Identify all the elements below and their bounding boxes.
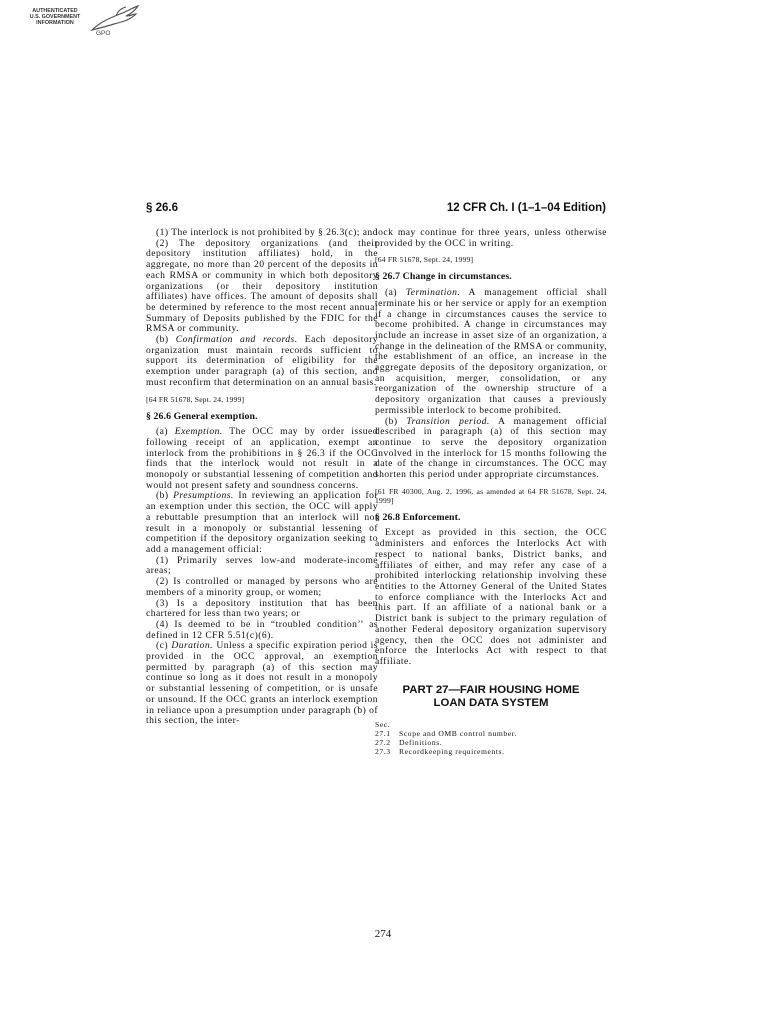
gpo-mark: GPO: [96, 30, 111, 37]
paragraph-text: In reviewing an application for an exemption under this section, the OCC will apply a rebuttable presumption that an interlock will not result in a monopoly or substantial lessening of competition if the depository organization seeking to add a management official:: [146, 490, 379, 555]
paragraph-text: Each depository organization must maintain records sufficient to support its determination of eligibility for the exemption under paragraph (a) of this section, and must reconfirm that determination on an annual basis.: [146, 334, 378, 388]
paragraph-heading: Duration.: [171, 640, 213, 652]
paragraph: (2) The depository organizations (and their depository institution affiliates) hold, in the aggregate, no more than 20 percent of the deposits in each RMSA or community in which both depository organizations (or their depository institution affiliates) have offices. The amount of deposits shall be determined by reference to the most recent annual Summary of Deposits published by the FDIC for the RMSA or community.: [146, 237, 378, 335]
paragraph: Except as provided in this section, the OCC administers and enforces the Interlocks Act with respect to national banks, District banks, and affiliates of either, and may refer any case of a prohibited interlocking relationship involving these entities to the Attorney General of the United States to enforce compliance with the Interlocks Act and this part. If an affiliate of a national bank or a District bank is subject to the primary regulation of another Federal depository organization supervisory agency, then the OCC does not administer and enforce the Interlocks Act with respect to that affiliate.: [375, 527, 607, 667]
logo-line: INFORMATION: [36, 20, 74, 26]
paragraph: lock may continue for three years, unless otherwise provided by the OCC in writing.: [375, 227, 607, 249]
left-column: [146, 228, 378, 727]
toc-title: Recordkeeping requirements.: [399, 747, 505, 757]
running-head-title: 12 CFR Ch. I (1–1–04 Edition): [446, 202, 606, 214]
toc-item[interactable]: [375, 747, 607, 756]
paragraph: [146, 427, 378, 491]
paragraph: [375, 288, 607, 416]
citation: [61 FR 40300, Aug. 2, 1996, as amended at 64 FR 51678, Sept. 24, 1999]: [375, 486, 607, 505]
logo-line: U.S. GOVERNMENT: [29, 14, 81, 20]
paragraph-heading: Exemption.: [174, 426, 223, 438]
running-head: [146, 202, 606, 218]
paragraph: (2) Is controlled or managed by persons who are members of a minority group, or women;: [146, 576, 378, 598]
section-heading: § 26.7 Change in circumstances.: [375, 271, 512, 283]
paragraph: [375, 417, 607, 481]
paragraph-heading: Presumptions.: [173, 490, 234, 502]
page-number: 274: [374, 928, 392, 940]
toc-number: 27.3: [375, 747, 391, 757]
section-heading: § 26.6 General exemption.: [146, 410, 258, 422]
paragraph-label: (c): [156, 640, 168, 652]
toc-number: 27.1: [375, 728, 391, 738]
toc-number: 27.2: [375, 738, 391, 748]
running-head-section: § 26.6: [146, 202, 178, 214]
paragraph: (3) Is a depository institution that has been chartered for less than two years; or: [146, 597, 378, 620]
toc-item[interactable]: [375, 729, 607, 738]
paragraph-label: (b): [385, 415, 398, 427]
gpo-authentication-logo: [20, 4, 150, 46]
paragraph-text: Unless a specific expiration period is provided in the OCC approval, an exemption permitted by paragraph (a) of this section may continue so long as it does not result in a monopoly or substantial lessening of competition, or is unsafe or unsound. If the OCC grants an interlock exemption in reliance upon a presumption under paragraph (b) of this section, the inter-: [146, 640, 378, 727]
paragraph: [146, 335, 378, 389]
paragraph-text: The OCC may by order issued following receipt of an application, exempt an interlock from the prohibitions in § 26.3 if the OCC finds that the interlock would not result in a monopoly or substantial lessening of competition and would not present safety and soundness concerns.: [146, 426, 378, 491]
toc-header: Sec.: [375, 719, 391, 729]
citation: [64 FR 51678, Sept. 24, 1999]: [146, 394, 245, 404]
right-column: [375, 228, 607, 756]
part-heading: [375, 684, 607, 710]
toc-item[interactable]: [375, 738, 607, 747]
eagle-icon: [86, 4, 142, 36]
paragraph-heading: Transition period.: [406, 415, 490, 427]
part-heading-line: PART 27—FAIR HOUSING HOME: [402, 683, 580, 696]
logo-line: AUTHENTICATED: [32, 8, 78, 14]
paragraph: [146, 641, 378, 727]
paragraph-heading: Termination.: [405, 287, 461, 299]
table-of-contents: [375, 720, 607, 757]
part-heading-line: LOAN DATA SYSTEM: [433, 696, 549, 709]
paragraph: [146, 491, 378, 555]
logo-text: [20, 8, 90, 26]
paragraph-text: A management official described in paragraph (a) of this section may continue to serve the depository organization involved in the interlock for 15 months following the date of the change in circumstances. The OCC may shorten this period under appropriate circumstances.: [375, 415, 608, 481]
paragraph-label: (b): [156, 490, 169, 502]
toc-title: Scope and OMB control number.: [399, 728, 518, 738]
paragraph-label: (b): [156, 334, 169, 346]
paragraph-label: (a): [385, 287, 397, 299]
paragraph-text: A management official shall terminate his or her service or apply for an exemption if a change in circumstances causes the service to become prohibited. A change in circumstances may include an increase in asset size of an organization, a change in the delineation of the RMSA or community, the establishment of an office, an increase in the aggregate deposits of the depository organization, or an acquisition, merger, consolidation, or any reorganization of the ownership structure of a depository organization that causes a previously permissible interlock to become prohibited.: [375, 287, 607, 416]
section-heading: § 26.8 Enforcement.: [375, 511, 461, 523]
paragraph: (1) The interlock is not prohibited by § 26.3(c); and: [156, 227, 378, 238]
paragraph: (1) Primarily serves low-and moderate-income areas;: [146, 554, 378, 577]
citation: [64 FR 51678, Sept. 24, 1999]: [375, 255, 474, 265]
paragraph-heading: Confirmation and records.: [175, 334, 298, 346]
toc-title: Definitions.: [399, 738, 443, 748]
paragraph-label: (a): [156, 426, 168, 438]
paragraph: (4) Is deemed to be in “troubled condition’’ as defined in 12 CFR 5.51(c)(6).: [146, 618, 378, 641]
